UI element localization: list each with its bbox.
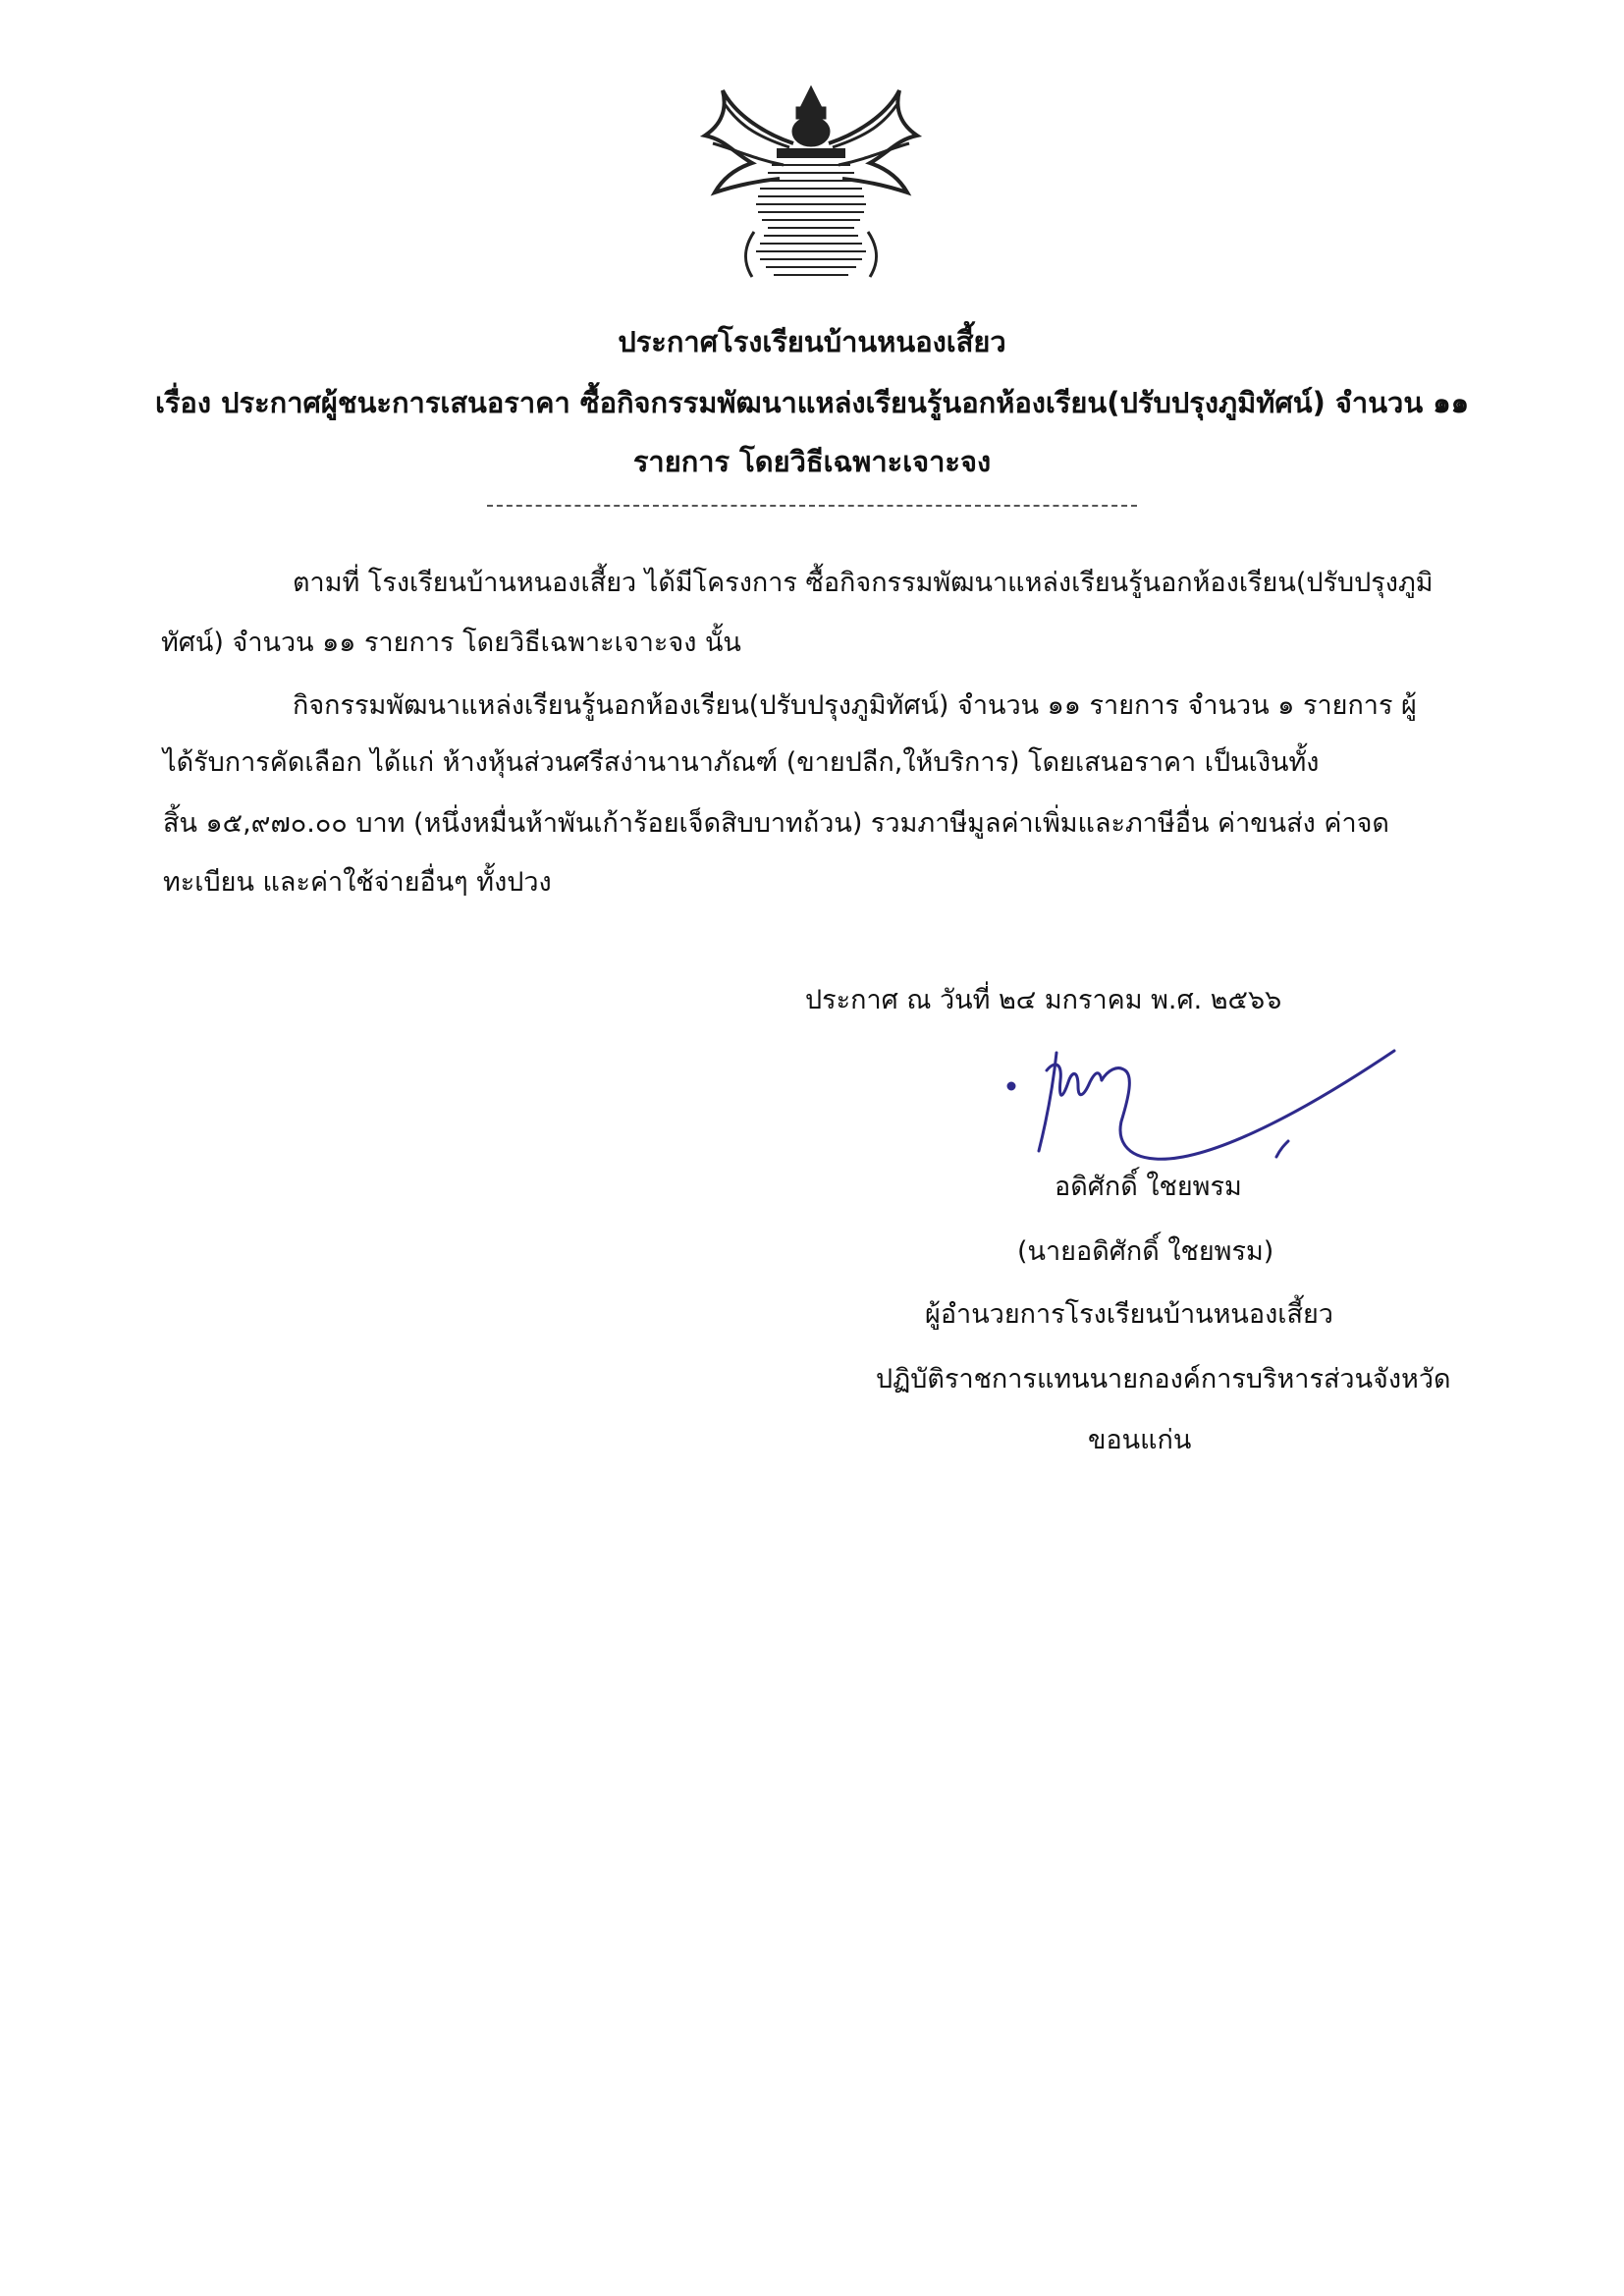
body-line: ทะเบียน และค่าใช้จ่ายอื่นๆ ทั้งปวง bbox=[163, 867, 552, 898]
garuda-emblem-icon bbox=[695, 84, 927, 287]
separator-line bbox=[487, 505, 1137, 507]
announce-date: ประกาศ ณ วันที่ ๒๔ มกราคม พ.ศ. ๒๕๖๖ bbox=[805, 985, 1282, 1015]
body-line: ตามที่ โรงเรียนบ้านหนองเสี้ยว ได้มีโครงการ ซื้อกิจกรรมพัฒนาแหล่งเรียนรู้นอกห้องเรียน(ปรับปรุงภูมิ bbox=[293, 568, 1434, 598]
document-title: ประกาศโรงเรียนบ้านหนองเสี้ยว bbox=[618, 325, 1006, 358]
body-line: ทัศน์) จำนวน ๑๑ รายการ โดยวิธีเฉพาะเจาะจง นั้น bbox=[161, 628, 741, 658]
subject-line-2: รายการ โดยวิธีเฉพาะเจาะจง bbox=[632, 445, 992, 478]
signer-name: อดิศักดิ์ ใชยพรม bbox=[1055, 1172, 1242, 1202]
body-line: กิจกรรมพัฒนาแหล่งเรียนรู้นอกห้องเรียน(ปรับปรุงภูมิทัศน์) จำนวน ๑๑ รายการ จำนวน ๑ รายการ ผู้ bbox=[293, 690, 1417, 721]
signer-position: ผู้อำนวยการโรงเรียนบ้านหนองเสี้ยว bbox=[925, 1299, 1333, 1330]
subject-line-1: เรื่อง ประกาศผู้ชนะการเสนอราคา ซื้อกิจกรรมพัฒนาแหล่งเรียนรู้นอกห้องเรียน(ปรับปรุงภูมิทัศน์) จำนวน ๑๑ bbox=[154, 386, 1470, 419]
signer-province: ขอนแก่น bbox=[1088, 1425, 1192, 1455]
signer-full-name: (นายอดิศักดิ์ ใชยพรม) bbox=[1017, 1236, 1274, 1267]
body-line: ได้รับการคัดเลือก ได้แก่ ห้างหุ้นส่วนศรีสง่านานาภัณฑ์ (ขายปลีก,ให้บริการ) โดยเสนอราคา เป็นเงินทั้ง bbox=[163, 747, 1320, 778]
body-line: สิ้น ๑๕,๙๗๐.๐๐ บาท (หนึ่งหมื่นห้าพันเก้าร้อยเจ็ดสิบบาทถ้วน) รวมภาษีมูลค่าเพิ่มและภาษีอื่น ค่าขนส่ง ค่าจด bbox=[163, 808, 1389, 839]
signer-acting-position: ปฏิบัติราชการแทนนายกองค์การบริหารส่วนจังหวัด bbox=[876, 1364, 1451, 1394]
